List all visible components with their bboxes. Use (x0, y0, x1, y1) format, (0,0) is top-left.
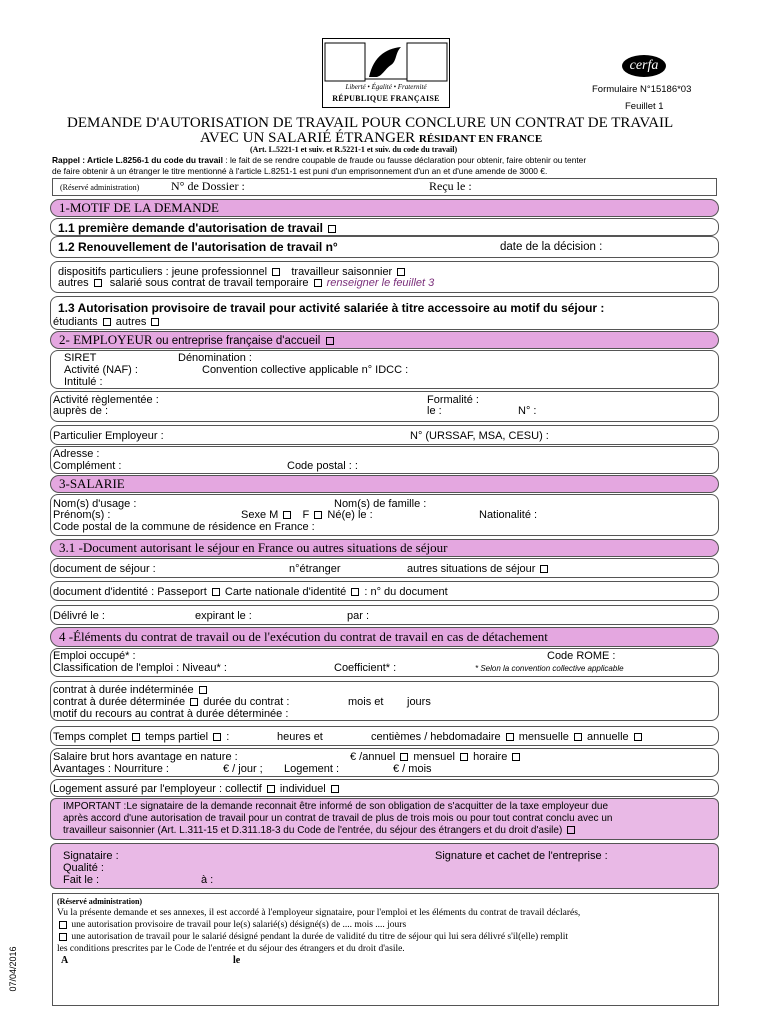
classification-label: Classification de l'emploi : Niveau* : (53, 662, 227, 674)
admin-line1: Vu la présente demande et ses annexes, il est accordé à l'employeur signataire, pour l'emploi et les éléments du contrat de travail déclarés, (57, 908, 581, 918)
expirant-label: expirant le : (195, 610, 252, 622)
aupres-label: auprès de : (53, 405, 109, 417)
nom-usage-label: Nom(s) d'usage : (53, 498, 137, 510)
republic-name: RÉPUBLIQUE FRANÇAISE (332, 94, 440, 103)
emploi-label: Emploi occupé* : (53, 650, 136, 662)
selon-note: * Selon la convention collective applicable (475, 664, 624, 673)
important-checkbox[interactable] (567, 826, 575, 834)
title-line2: AVEC UN SALARIÉ ÉTRANGER RÉSIDANT EN FRANCE (200, 130, 543, 146)
jours-label: jours (407, 696, 431, 708)
cp-commune-label: Code postal de la commune de résidence en France : (53, 521, 315, 533)
signataire-label: Signataire : (63, 850, 119, 862)
saisonnier-checkbox[interactable] (397, 268, 405, 276)
prenoms-label: Prénom(s) : (53, 509, 111, 521)
particulier-label: Particulier Employeur : (53, 430, 164, 442)
logement-assure-label: Logement assuré par l'employeur : collectif individuel (53, 783, 341, 795)
section2-header: 2- EMPLOYEUR ou entreprise française d'accueil (50, 331, 719, 349)
autres-situations-label: autres situations de séjour (407, 563, 550, 575)
s11-label: 1.1 première demande d'autorisation de travail (58, 222, 338, 234)
sexe-label: Sexe M F Né(e) le : (241, 509, 373, 521)
sheet-number: Feuillet 1 (625, 101, 664, 112)
passeport-checkbox[interactable] (212, 588, 220, 596)
urssaf-label: N° (URSSAF, MSA, CESU) : (410, 430, 549, 442)
complement-label: Complément : (53, 460, 122, 472)
cdi-label: contrat à durée indéterminée (53, 684, 209, 696)
mensuelle-checkbox[interactable] (574, 733, 582, 741)
emploi-box (50, 648, 719, 677)
annuelle-checkbox[interactable] (634, 733, 642, 741)
contrat-box (50, 681, 719, 721)
doc-identite-row (50, 581, 719, 601)
admin-line3: une autorisation de travail pour le salarié désigné pendant la durée de validité du titre de séjour qui lui sera délivré s'il(elle) remplit (57, 931, 568, 943)
form-number: Formulaire N°15186*03 (592, 84, 692, 95)
nationalite-label: Nationalité : (479, 509, 538, 521)
formalite-label: Formalité : (427, 394, 479, 406)
employeur-id-box (50, 350, 719, 389)
cdi-checkbox[interactable] (199, 686, 207, 694)
activite-reglementee-box (50, 391, 719, 422)
intitule-label: Intitulé : (64, 376, 103, 388)
recu-label: Reçu le : (429, 179, 472, 193)
admin-le: le (233, 955, 241, 966)
important-line3: travailleur saisonnier (Art. L.311-15 et D.311.18-3 du Code de l'entrée, du séjour des étrangers et du droit d'asile) (63, 825, 577, 837)
cdd-checkbox[interactable] (190, 698, 198, 706)
rappel-line2: de faire obtenir à un étranger le titre mentionné à l'article L.8251-1 est puni d'un emprisonnement d'un an et d'une amende de 3000 €. (52, 166, 548, 176)
rappel-line1: Rappel : Article L.8256-1 du code du travail : le fait de se rendre coupable de fraude ou fausse déclaration pour obtenir, faire obtenir ou tenter (52, 155, 587, 165)
logement-label: Logement : (284, 763, 340, 775)
formalite-number-label: N° : (518, 405, 537, 417)
mois-et-label: mois et (348, 696, 384, 708)
admin-line4: les conditions prescrites par le Code de l'entrée et du séjour des étrangers et du droit d'asile. (57, 944, 405, 954)
doc-sejour-label: document de séjour : (53, 563, 156, 575)
admin-a: A (61, 955, 69, 966)
siret-label: SIRET (64, 352, 97, 364)
legal-reference: (Art. L.5221-1 et suiv. et R.5221-1 et suiv. du code du travail) (250, 145, 458, 154)
admin-line2: une autorisation provisoire de travail pour le(s) salarié(s) désigné(s) de .... mois .... jours (57, 919, 406, 931)
admin-reserved: (Réservé administration) (57, 897, 143, 906)
title-line1: DEMANDE D'AUTORISATION DE TRAVAIL POUR CONCLURE UN CONTRAT DE TRAVAIL (67, 115, 674, 131)
salaire-periodicite: € /annuel mensuel horaire (350, 751, 522, 763)
dispositifs-line2: autres salarié sous contrat de travail temporaire renseigner le feuillet 3 (58, 277, 435, 289)
autres-situations-checkbox[interactable] (540, 565, 548, 573)
section2-checkbox[interactable] (326, 337, 334, 345)
heures-et-label: heures et (277, 731, 323, 743)
etudiants-checkbox[interactable] (103, 318, 111, 326)
periodicite-label: centièmes / hebdomadaire mensuelle annuelle (371, 731, 644, 743)
admin-autorisation-checkbox[interactable] (59, 933, 67, 941)
reserved-label: (Réservé administration) (60, 183, 140, 192)
cerfa-logo: cerfa (622, 55, 666, 77)
section31-header: 3.1 -Document autorisant le séjour en France ou autres situations de séjour (50, 539, 719, 557)
formalite-date-label: le : (427, 405, 442, 417)
motif-label: motif du recours au contrat à durée déterminée : (53, 708, 289, 720)
dispositifs-row (50, 261, 719, 293)
fait-le-label: Fait le : (63, 874, 100, 886)
adresse-label: Adresse : (53, 448, 100, 460)
admin-box (52, 893, 719, 1006)
temps-row (50, 726, 719, 746)
important-line1: IMPORTANT :Le signataire de la demande reconnait être informé de son obligation de s'acquitter de la taxe employeur due (63, 801, 608, 812)
s13-label: 1.3 Autorisation provisoire de travail pour activité salariée à titre accessoire au motif du séjour : (58, 301, 605, 315)
fait-a-label: à : (201, 874, 214, 886)
motto: Liberté • Égalité • Fraternité (345, 83, 427, 91)
marianne-logo (322, 38, 450, 108)
temps-complet-checkbox[interactable] (132, 733, 140, 741)
dossier-row (52, 178, 717, 196)
activite-label: Activité (NAF) : (64, 364, 138, 376)
salaire-box (50, 748, 719, 777)
avantages-label: Avantages : Nourriture : (53, 763, 169, 775)
s11-row (50, 218, 719, 236)
s12-label: 1.2 Renouvellement de l'autorisation de travail n° (58, 240, 338, 254)
jeune-pro-checkbox[interactable] (272, 268, 280, 276)
signature-label: Signature et cachet de l'entreprise : (435, 850, 608, 862)
section4-header: 4 -Éléments du contrat de travail ou de l'exécution du contrat de travail en cas de détachement (50, 627, 719, 647)
s13-row (50, 296, 719, 330)
delivre-label: Délivré le : (53, 610, 105, 622)
logement-assure-row (50, 779, 719, 797)
temps-label: Temps complet temps partiel : (53, 731, 230, 743)
admin-provisoire-checkbox[interactable] (59, 921, 67, 929)
date-decision-label: date de la décision : (500, 241, 603, 253)
autres-checkbox[interactable] (94, 279, 102, 287)
important-line2: après accord d'une autorisation de travail pour un contrat de travail de plus de trois mois ou pour tout contrat conclu avec un (63, 813, 613, 824)
collectif-checkbox[interactable] (267, 785, 275, 793)
sexe-m-checkbox[interactable] (283, 511, 291, 519)
s12-row (50, 236, 719, 258)
salaire-label: Salaire brut hors avantage en nature : (53, 751, 238, 763)
par-label: par : (347, 610, 370, 622)
n-etranger-label: n°étranger (289, 563, 341, 575)
sexe-f-checkbox[interactable] (314, 511, 322, 519)
convention-label: Convention collective applicable n° IDCC : (202, 364, 409, 376)
side-date: 07/04/2016 (8, 946, 18, 992)
individuel-checkbox[interactable] (331, 785, 339, 793)
doc-sejour-row (50, 558, 719, 578)
doc-identite-label: document d'identité : Passeport Carte nationale d'identité : n° du document (53, 586, 448, 598)
cdd-label: contrat à durée déterminée durée du contrat : (53, 696, 290, 708)
hebdo-checkbox[interactable] (506, 733, 514, 741)
annuel-checkbox[interactable] (400, 753, 408, 761)
s11-checkbox[interactable] (328, 225, 336, 233)
marianne-icon (323, 39, 449, 83)
coefficient-label: Coefficient* : (334, 662, 397, 674)
code-rome-label: Code ROME : (547, 650, 616, 662)
section1-header: 1-MOTIF DE LA DEMANDE (50, 199, 719, 217)
dispositifs-line1: dispositifs particuliers : jeune professionnel travailleur saisonnier (58, 266, 407, 278)
s13-options: étudiants autres (53, 316, 161, 328)
s13-autres-checkbox[interactable] (151, 318, 159, 326)
signature-box (50, 843, 719, 889)
nom-famille-label: Nom(s) de famille : (334, 498, 427, 510)
par-mois-label: € / mois (393, 763, 432, 775)
par-jour-label: € / jour ; (223, 763, 263, 775)
qualite-label: Qualité : (63, 862, 104, 874)
dossier-label: N° de Dossier : (171, 179, 245, 193)
temporaire-checkbox[interactable] (314, 279, 322, 287)
particulier-box (50, 425, 719, 445)
mensuel-checkbox[interactable] (460, 753, 468, 761)
horaire-checkbox[interactable] (512, 753, 520, 761)
activite-reg-label: Activité règlementée : (53, 394, 159, 406)
code-postal-label: Code postal : : (287, 460, 358, 472)
denomination-label: Dénomination : (178, 352, 252, 364)
adresse-box (50, 446, 719, 474)
temps-partiel-checkbox[interactable] (213, 733, 221, 741)
delivre-row (50, 605, 719, 625)
cni-checkbox[interactable] (351, 588, 359, 596)
important-box (50, 798, 719, 840)
section3-header: 3-SALARIE (50, 475, 719, 493)
salarie-box (50, 494, 719, 536)
